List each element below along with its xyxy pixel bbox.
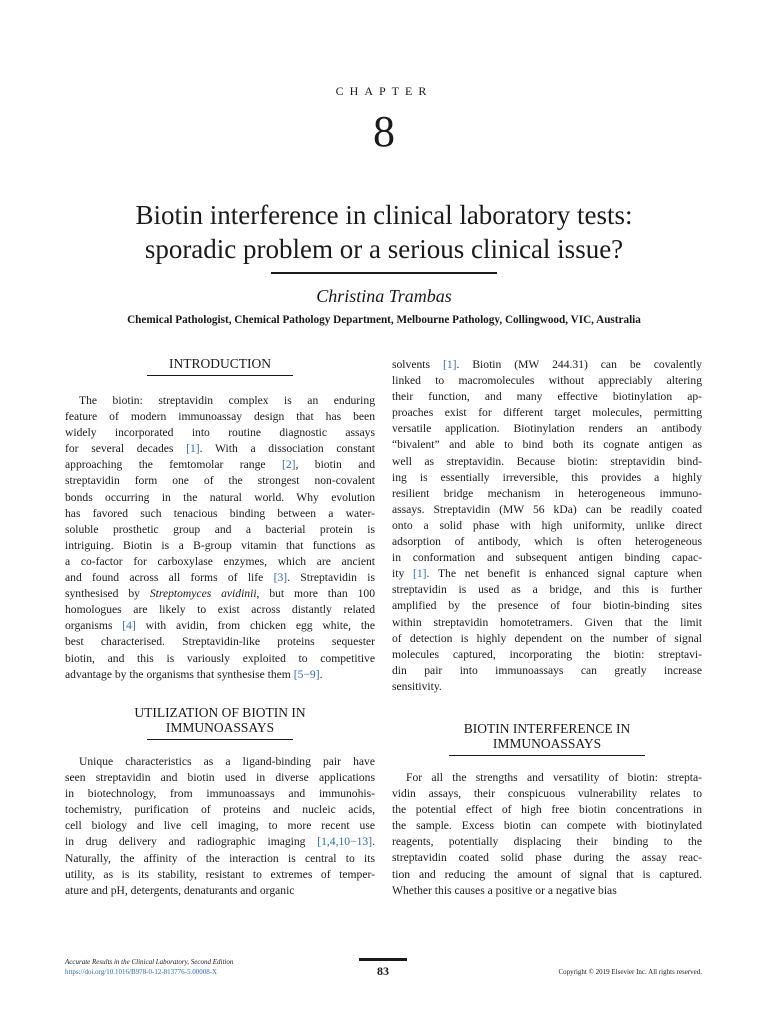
citation-link[interactable]: [1] [186, 442, 200, 456]
book-title: Accurate Results in the Clinical Laboratory, Second Edition [65, 958, 234, 966]
text-line: onto a solid phase with high uniformity, unlike direct [392, 518, 702, 532]
citation-link[interactable]: [3] [273, 571, 288, 585]
heading-line: IMMUNOASSAYS [492, 736, 602, 751]
text-line: biotin, and this is variously exploited to competitive [65, 651, 375, 665]
text-line: proaches exist for different target molecules, permitting [392, 406, 702, 420]
text-line: homologues are likely to exist across distantly related [65, 603, 375, 617]
heading-line: BIOTIN INTERFERENCE IN [463, 721, 631, 736]
text-line: reagents, potentially displacing their binding to the [392, 835, 702, 849]
text-line: their function, and many effective biotinylation ap- [392, 390, 702, 404]
text-line: the sample. Excess biotin can compete with biotinylated [392, 819, 702, 833]
interference-paragraph [392, 770, 702, 899]
page-number: 83 [377, 964, 389, 978]
text-line: intriguing. Biotin is a B-group vitamin that functions as [65, 538, 375, 552]
title-divider [271, 272, 497, 274]
text-line: in conformation and subsequent antigen binding capac- [392, 551, 702, 565]
text-line: approaching the femtomolar range [2], biotin and [65, 458, 375, 472]
interference-section [392, 721, 702, 899]
continued-section [392, 357, 702, 695]
citation-link[interactable]: [2] [281, 458, 296, 472]
heading-divider [449, 755, 645, 756]
text-line: “bivalent” and able to bind both its cognate antigen as [392, 438, 702, 452]
text-line: The biotin: streptavidin complex is an enduring [79, 394, 375, 407]
species-name: Streptomyces avidinii [149, 587, 257, 601]
section-heading-utilization [65, 705, 375, 735]
text-line: well as streptavidin. Because biotin: streptavidin bind- [392, 454, 702, 468]
citation-link[interactable]: [1] [442, 358, 457, 371]
text-line: advantage by the organisms that synthesise them [5−9]. [65, 667, 323, 681]
chapter-number: 8 [373, 107, 395, 156]
text-line: sensitivity. [392, 679, 442, 693]
section-heading-interference [392, 721, 702, 751]
text-line: Whether this causes a positive or a negative bias [392, 883, 617, 897]
text-line: and found across all forms of life [3]. Streptavidin is [65, 571, 376, 585]
heading-line: UTILIZATION OF BIOTIN IN [134, 705, 306, 720]
page-number-rule [359, 958, 407, 961]
text-line: in drug delivery and radiographic imaging [1,4,10−13]. [65, 835, 375, 849]
text-line: in biotechnology, from immunoassays and immunohis- [65, 787, 375, 801]
copyright-notice: Copyright © 2019 Elsevier Inc. All rights reserved. [558, 968, 702, 976]
chapter-title [40, 198, 728, 266]
chapter-label: CHAPTER [335, 84, 433, 98]
text-line: bonds occurring in the natural world. Why evolution [65, 490, 375, 504]
text-line: best characterised. Streptavidin-like proteins sequester [65, 635, 375, 649]
text-line: widely incorporated into routine diagnostic assays [65, 426, 375, 440]
text-line: For all the strengths and versatility of biotin: strepta- [406, 771, 702, 784]
introduction-section [65, 356, 375, 683]
author-name: Christina Trambas [316, 286, 452, 306]
text-line: amplified by the presence of four biotin-binding sites [392, 599, 702, 613]
text-line: din pair into immunoassays can greatly increase [392, 663, 702, 677]
text-line: cell biology and live cell imaging, to more recent use [65, 819, 375, 833]
text-line: Naturally, the affinity of the interaction is central to its [65, 851, 375, 865]
text-line: for several decades [1]. With a dissociation constant [65, 442, 376, 456]
text-line: ature and pH, detergents, denaturants and organic [65, 883, 295, 897]
text-line: synthesised by Streptomyces avidinii, but more than 100 [65, 587, 376, 601]
text-line: Unique characteristics as a ligand-binding pair have [79, 755, 375, 768]
heading-line: IMMUNOASSAYS [165, 720, 275, 735]
text-line: resilient bridge mechanism in heterogeneous immuno- [392, 486, 702, 500]
text-line: has favored such tenacious binding between a water- [65, 506, 375, 520]
text-line: ing is essentially irreversible, this provides a highly [392, 470, 702, 484]
section-heading-introduction: INTRODUCTION [169, 356, 271, 371]
text-line: vidin assays, their conspicuous vulnerability relates to [392, 787, 702, 801]
text-line: assays. Streptavidin (MW 56 kDa) can be readily coated [392, 502, 702, 516]
doi-link[interactable]: https://doi.org/10.1016/B978-0-12-813776-5.00008-X [65, 968, 218, 976]
text-line: versatile application. Biotinylation renders an antibody [392, 422, 702, 436]
text-line: tion and reducing the amount of signal that is captured. [392, 867, 702, 881]
footer-citation [65, 957, 233, 977]
citation-link[interactable]: [5−9] [293, 667, 320, 681]
text-line: linked to macromolecules without appreciably altering [392, 374, 702, 388]
text-line: streptavidin is used as a bridge, and this is further [392, 583, 702, 597]
utilization-section [65, 705, 375, 899]
citation-link[interactable]: [1,4,10−13] [317, 835, 373, 849]
text-line: feature of modern immunoassay design that has been [65, 410, 375, 424]
text-line: seen streptavidin and biotin used in diverse applications [65, 771, 375, 785]
text-line: within streptavidin homotetramers. Given that the limit [392, 615, 702, 629]
heading-divider [147, 375, 293, 376]
text-line: the potential effect of high free biotin concentrations in [392, 803, 702, 817]
text-line: streptavidin coated solid phase during the assay reac- [392, 851, 702, 865]
text-line: soluble prosthetic group and a bacterial protein is [65, 522, 375, 536]
introduction-paragraph [65, 393, 375, 683]
text-line: tochemistry, purification of proteins and nucleic acids, [65, 803, 375, 817]
author-affiliation: Chemical Pathologist, Chemical Pathology Department, Melbourne Pathology, Collingwood, VIC, Australia [127, 314, 641, 326]
utilization-paragraph [65, 754, 375, 899]
text-line: a co-factor for carboxylase enzymes, which are ancient [65, 554, 375, 568]
text-line: ity [1]. The net benefit is enhanced signal capture when [392, 567, 702, 581]
citation-link[interactable]: [4] [122, 619, 136, 633]
text-line: of detection is highly dependent on the number of signal [392, 631, 702, 645]
text-line: adsorption of antibody, which is often heterogeneous [392, 535, 702, 549]
text-line: molecules captured, incorporating the biotin: streptavi- [392, 647, 702, 661]
heading-divider [147, 739, 293, 740]
chapter-title-line: sporadic problem or a serious clinical issue? [144, 234, 624, 264]
citation-link[interactable]: [1] [413, 567, 427, 581]
text-line: streptavidin form one of the strongest non-covalent [65, 474, 375, 488]
chapter-title-line: Biotin interference in clinical laboratory tests: [135, 200, 633, 230]
text-line: organisms [4] with avidin, from chicken egg white, the [65, 619, 375, 633]
text-line: utility, as is its stability, resistant to extremes of temper- [65, 867, 375, 881]
text-line: solvents [1]. Biotin (MW 244.31) can be covalently [392, 358, 702, 371]
continued-paragraph [392, 357, 702, 695]
